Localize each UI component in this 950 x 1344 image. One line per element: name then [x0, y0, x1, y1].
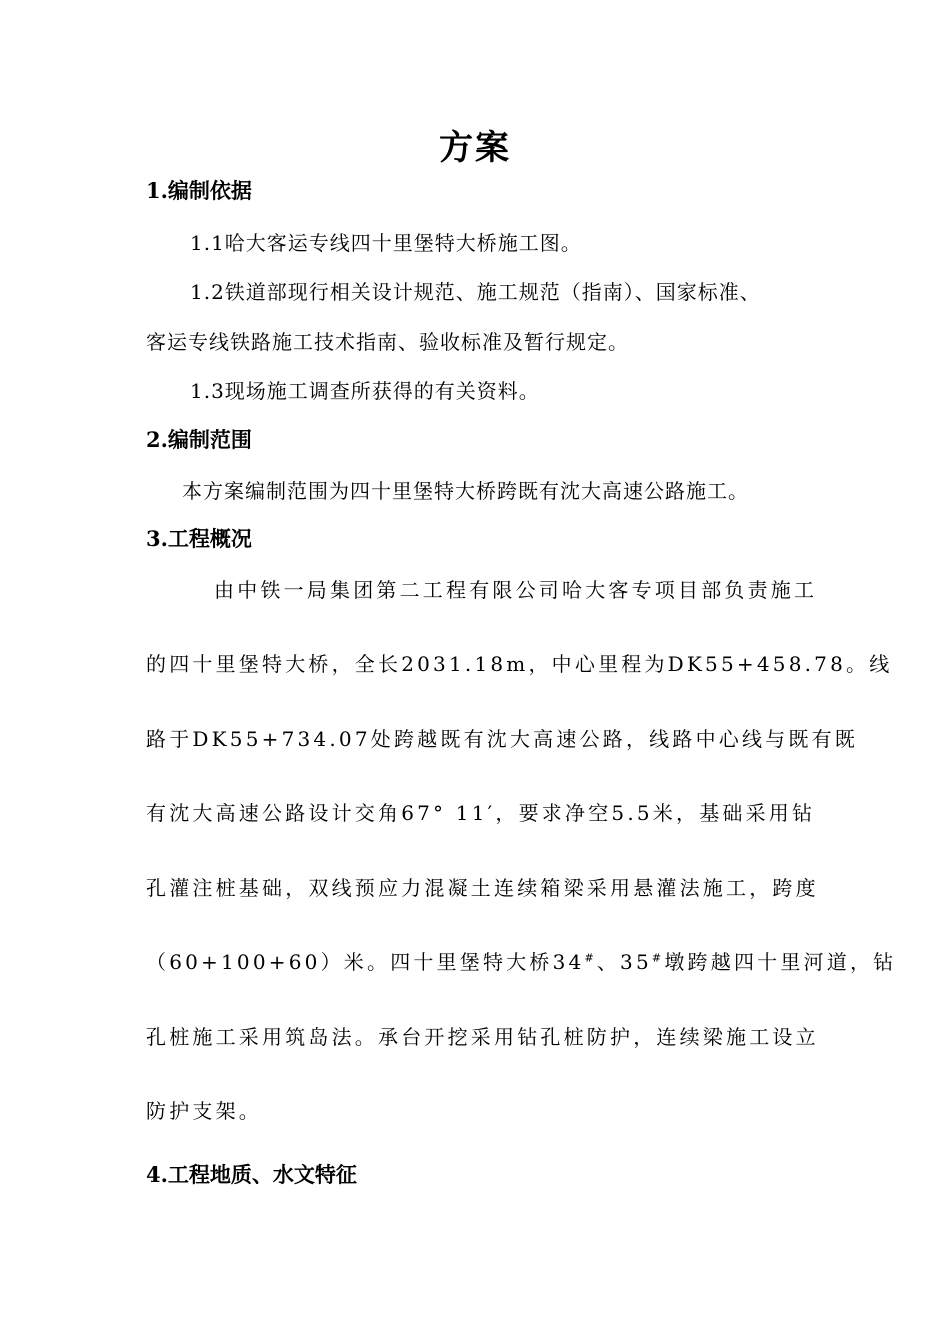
pier-mark-34: # — [584, 951, 597, 965]
section-4-heading: 4.工程地质、水文特征 — [146, 1162, 357, 1187]
section-3-line-5: 孔灌注桩基础，双线预应力混凝土连续箱梁采用悬灌法施工，跨度 — [146, 876, 819, 900]
section-1-heading: 1.编制依据 — [146, 178, 252, 203]
pier-mark-35: # — [651, 951, 665, 965]
section-2-heading: 2.编制范围 — [146, 427, 252, 452]
section-3-line-2: 的四十里堡特大桥，全长2031.18m，中心里程为DK55+458.78。线 — [146, 652, 893, 676]
section-3-heading: 3.工程概况 — [146, 526, 252, 551]
section-3-line-4: 有沈大高速公路设计交角67° 11′，要求净空5.5米，基础采用钻 — [146, 801, 816, 825]
section-3-line-3: 路于DK55+734.07处跨越既有沈大高速公路，线路中心线与既有既 — [146, 727, 858, 751]
section-1-item-3: 1.3现场施工调查所获得的有关资料。 — [190, 379, 540, 403]
section-1-item-1: 1.1哈大客运专线四十里堡特大桥施工图。 — [190, 231, 582, 255]
document-title: 方案 — [439, 128, 511, 168]
section-3-line-6-part-3: 墩跨越四十里河道，钻 — [664, 950, 897, 974]
section-3-line-6-part-2: 、35 — [596, 950, 652, 974]
section-3-line-1: 由中铁一局集团第二工程有限公司哈大客专项目部负责施工 — [214, 578, 818, 602]
section-1-item-2-line-1: 1.2铁道部现行相关设计规范、施工规范（指南）、国家标准、 — [190, 280, 761, 304]
section-3-line-6 — [146, 947, 896, 977]
section-3-line-6-part-1: （60+100+60）米。四十里堡特大桥34 — [146, 950, 585, 974]
section-1-item-2-line-2: 客运专线铁路施工技术指南、验收标准及暂行规定。 — [146, 330, 629, 354]
section-2-text: 本方案编制范围为四十里堡特大桥跨既有沈大高速公路施工。 — [182, 479, 749, 503]
section-3-line-7: 孔桩施工采用筑岛法。承台开挖采用钻孔桩防护，连续梁施工设立 — [146, 1025, 819, 1049]
section-3-line-8: 防护支架。 — [146, 1099, 262, 1123]
